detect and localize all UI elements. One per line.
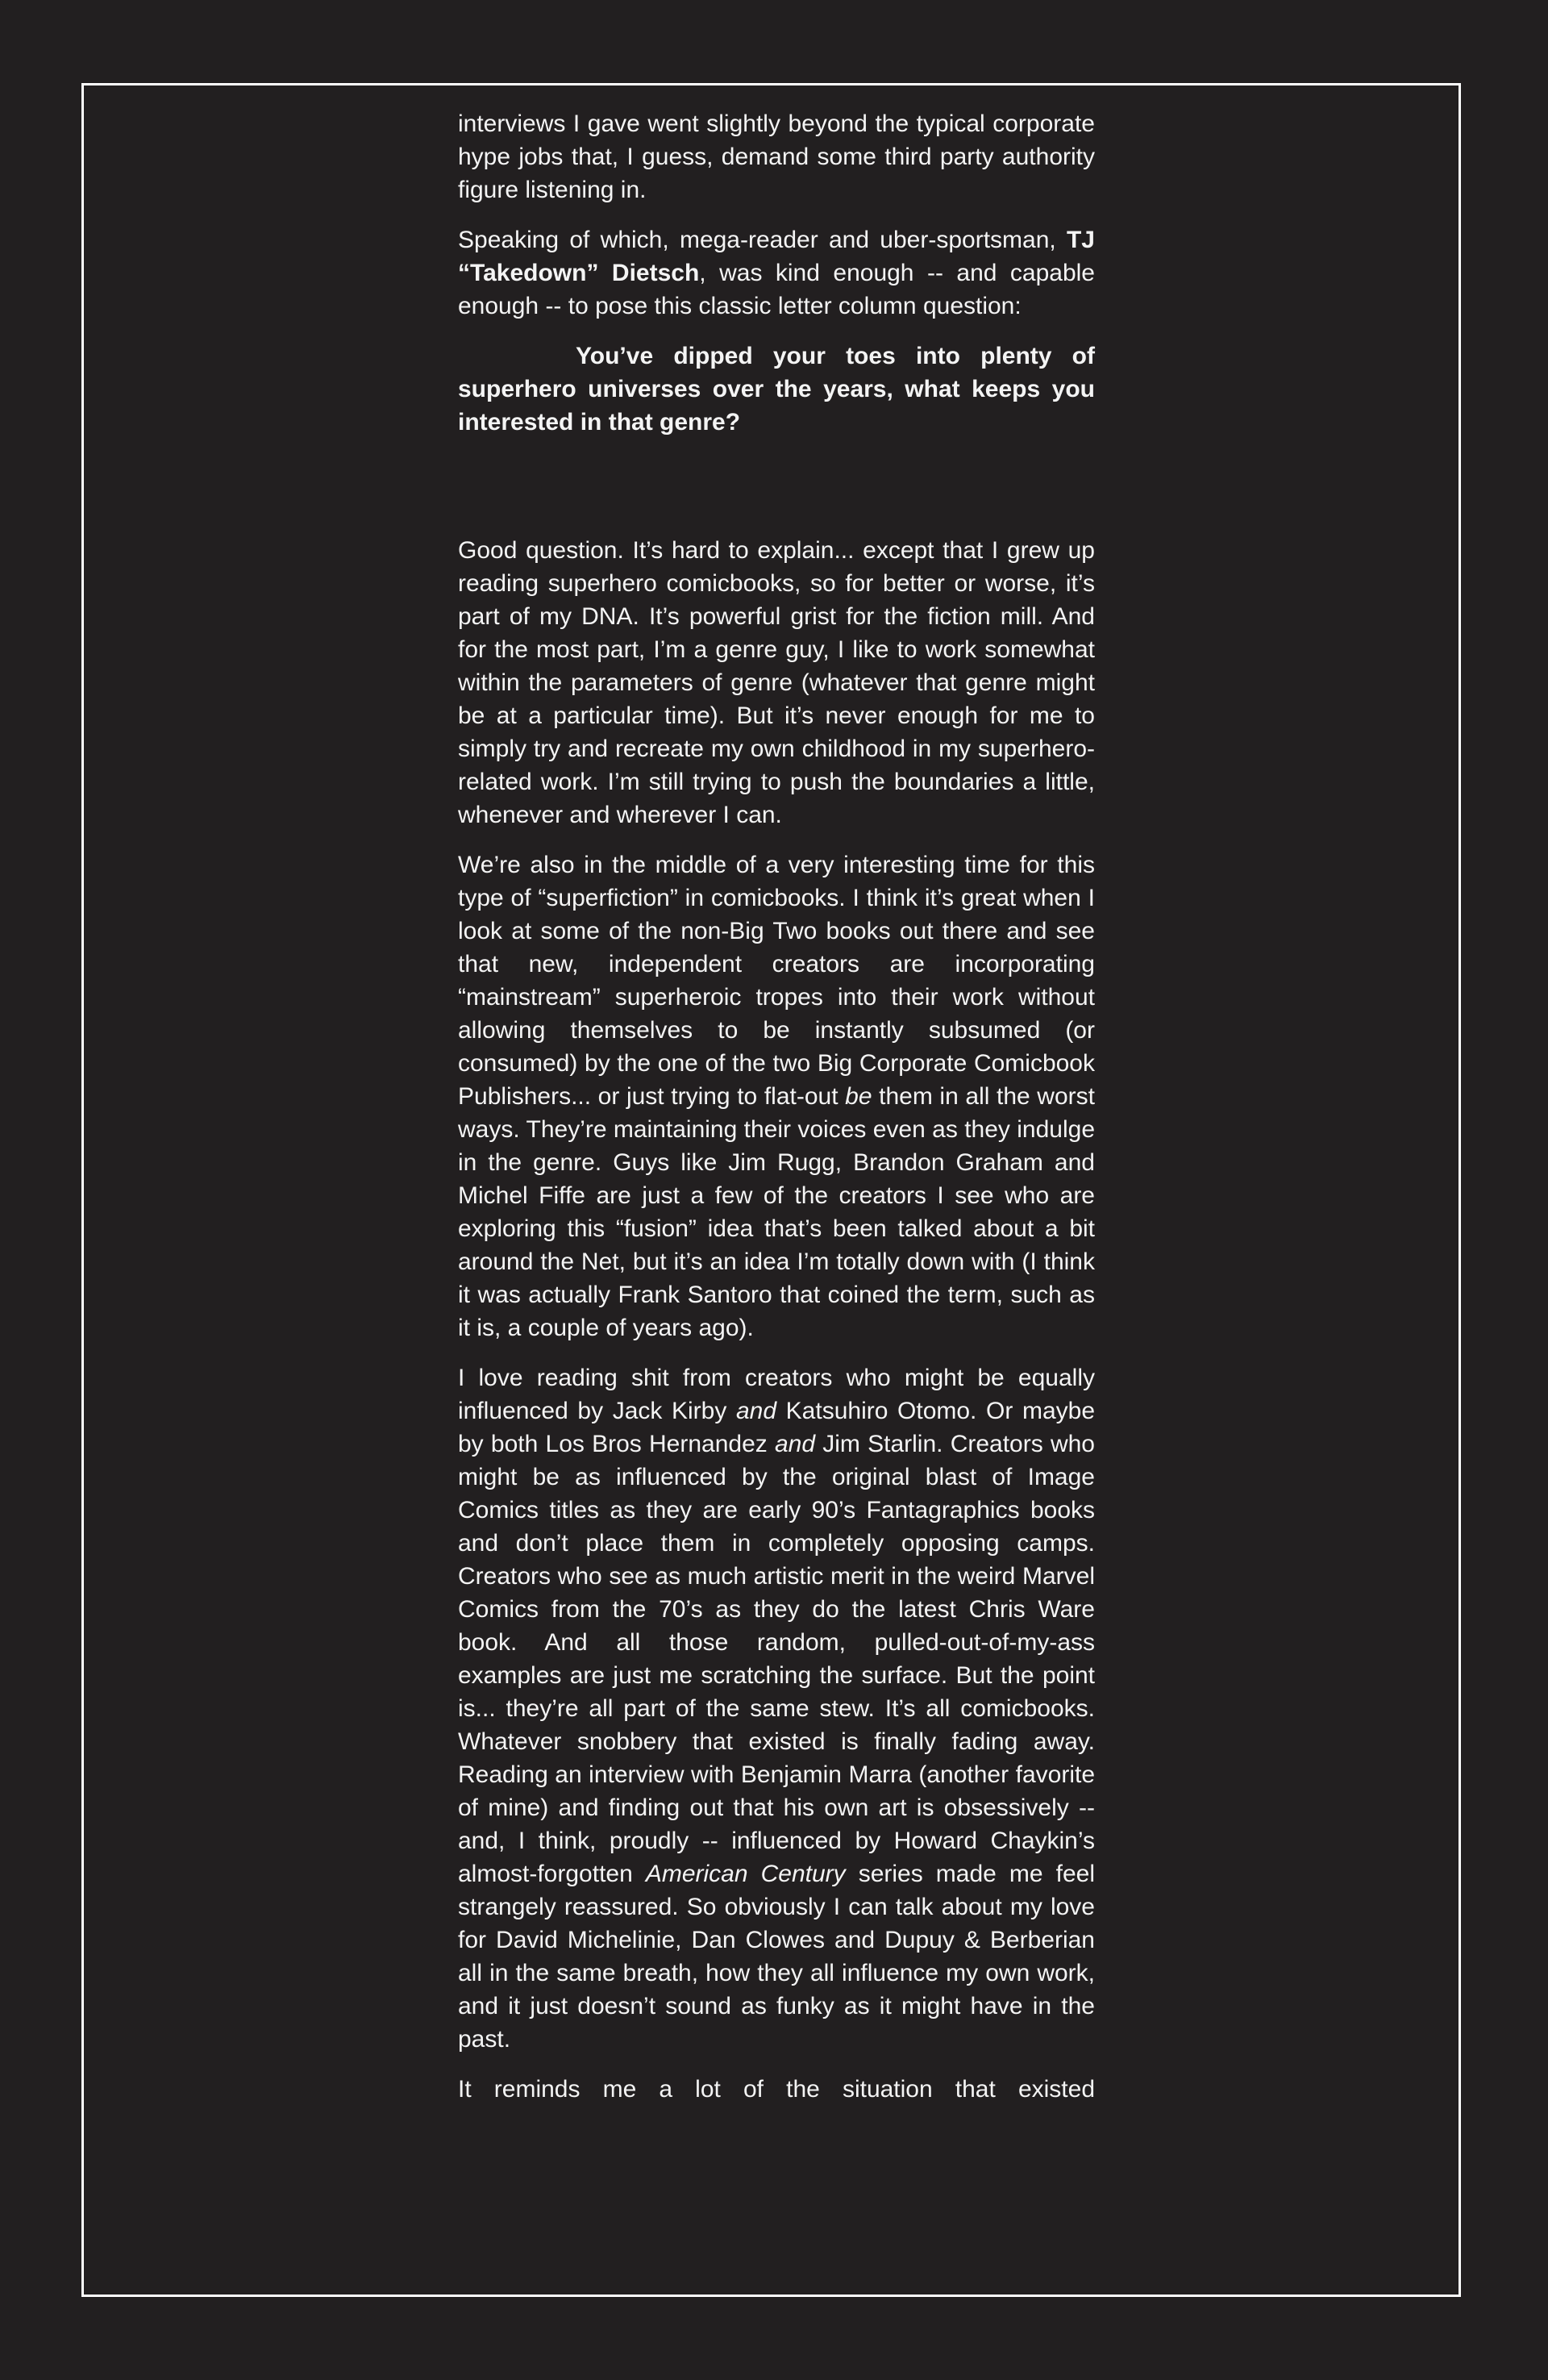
- paragraph-5-part-a: I love reading shit from creators who might be equally influenced by Jack Kirby: [458, 1365, 1095, 1424]
- emphasis-and-2: and: [774, 1431, 816, 1457]
- paragraph-4-tail: them in all the worst ways. They’re maintaining their voices even as they indulge in the genre. Guys like Jim Rugg, Brandon Graham and Michel Fiffe are just a few of the creators I see who are exploring this “fusion” idea that’s been talked about a bit around the Net, but it’s an idea I’m totally down with (I think it was actually Frank Santoro that coined the term, such as it is, a couple of years ago).: [458, 1083, 1095, 1341]
- article-column: [458, 107, 1095, 2123]
- paragraph-4: [458, 848, 1095, 1344]
- paragraph-2-lead: Speaking of which, mega-reader and uber-sportsman,: [458, 227, 1067, 253]
- paragraph-5: [458, 1361, 1095, 2056]
- reader-question: You’ve dipped your toes into plenty of superhero universes over the years, what keeps you interested in that genre?: [458, 343, 1095, 436]
- paragraph-6: It reminds me a lot of the situation that existed: [458, 2076, 1095, 2103]
- paragraph-5-part-d: series made me feel strangely reassured. So obviously I can talk about my love for David Michelinie, Dan Clowes and Dupuy & Berberian all in the same breath, how they all influence my own work, and it just doesn’t sound as funky as it might have in the past.: [458, 1861, 1095, 2053]
- paragraph-1: interviews I gave went slightly beyond the typical corporate hype jobs that, I guess, demand some third party authority figure listening in.: [458, 110, 1095, 203]
- emphasis-and-1: and: [735, 1398, 777, 1424]
- paragraph-3: Good question. It’s hard to explain... except that I grew up reading superhero comicbooks, so for better or worse, it’s part of my DNA. It’s powerful grist for the fiction mill. And for the most part, I’m a genre guy, I like to work somewhat within the parameters of genre (whatever that genre might be at a particular time). But it’s never enough for me to simply try and recreate my own childhood in my superhero-related work. I’m still trying to push the boundaries a little, whenever and wherever I can.: [458, 537, 1095, 828]
- paragraph-4-lead: We’re also in the middle of a very interesting time for this type of “superfiction” in comicbooks. I think it’s great when I look at some of the non-Big Two books out there and see that new, independent creators are incorporating “mainstream” superheroic tropes into their work without allowing themselves to be instantly subsumed (or consumed) by the one of the two Big Corporate Comicbook Publishers... or just trying to flat-out: [458, 852, 1095, 1110]
- paragraph-2: [458, 223, 1095, 323]
- questioner-name: TJ “Takedown” Dietsch: [458, 227, 1095, 286]
- paragraph-5-part-c: Jim Starlin. Creators who might be as influenced by the original blast of Image Comics titles as they are early 90’s Fantagraphics books and don’t place them in completely opposing camps. Creators who see as much artistic merit in the weird Marvel Comics from the 70’s as they do the latest Chris Ware book. And all those random, pulled-out-of-my-ass examples are just me scratching the surface. But the point is... they’re all part of the same stew. It’s all comicbooks. Whatever snobbery that existed is finally fading away. Reading an interview with Benjamin Marra (another favorite of mine) and finding out that his own art is obsessively -- and, I think, proudly -- influenced by Howard Chaykin’s almost-forgotten: [458, 1431, 1095, 1887]
- paragraph-2-tail: , was kind enough -- and capable enough -- to pose this classic letter column question:: [458, 260, 1095, 319]
- title-american-century: American Century: [645, 1861, 846, 1887]
- paragraph-5-part-b: Katsuhiro Otomo. Or maybe by both Los Bros Hernandez: [458, 1398, 1095, 1457]
- emphasis-be: be: [845, 1083, 872, 1110]
